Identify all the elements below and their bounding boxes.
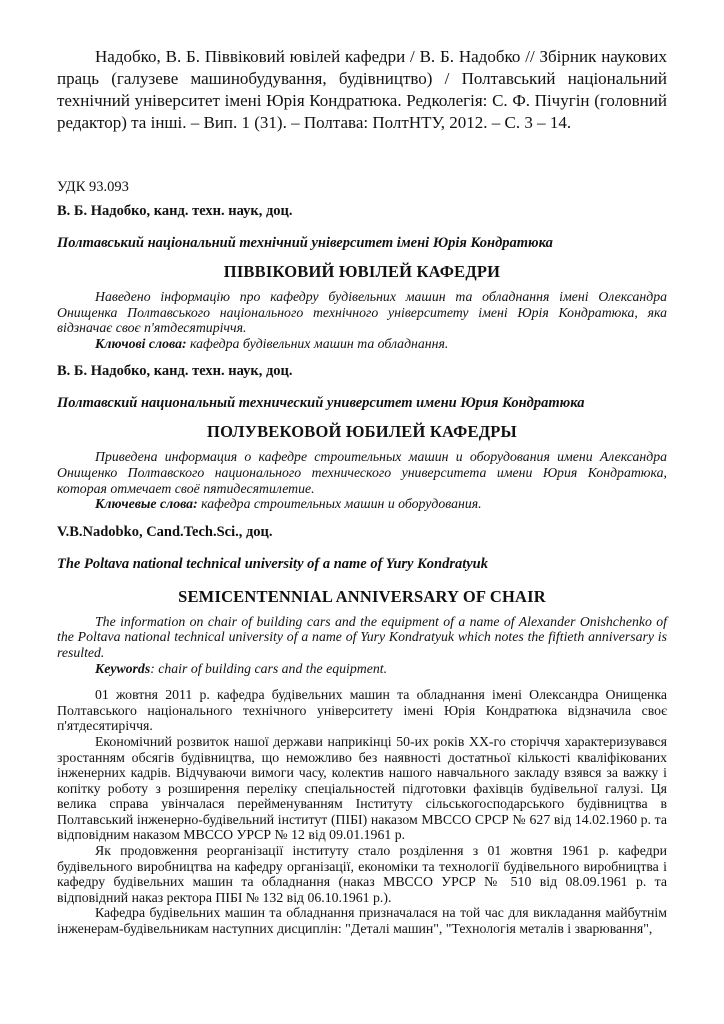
keywords-label-en: Keywords <box>95 660 151 676</box>
body-paragraph: Кафедра будівельних машин та обладнання призначалася на той час для викладання майбутнім інженерам-будівельникам наступних дисциплін: "Деталі машин", "Технологія металів і зварювання", <box>57 905 667 937</box>
body-paragraph: Економічний розвиток нашої держави наприкінці 50-их років ХХ-го сторіччя характеризувався зростанням обсягів будівництва, що неможливо без наявності достатньої кількості кваліфікованих інженерних кадрів. Відчуваючи вимоги часу, колектив нашого навчального закладу взявся за важку і копітку роботу з розширення переліку спеціальностей підготовки фахівців будівельної галузі. Ця велика справа увінчалася перейменуванням Інституту сільськогосподарського будівництва в Полтавський інженерно-будівельний інститут (ПІБІ) наказом МВССО СРСР № 627 від 14.02.1960 р. та відповідним наказом МВССО УРСР № 12 від 09.01.1961 р. <box>57 733 667 843</box>
author-line-ru: В. Б. Надобко, канд. техн. наук, доц. <box>57 363 293 380</box>
affiliation-ru: Полтавский национальный технический университет имени Юрия Кондратюка <box>57 395 585 412</box>
section-ukrainian <box>57 202 667 351</box>
abstract-en: The information on chair of building cars and the equipment of a name of Alexander Onishchenko of the Poltava national technical university of a name of Yury Kondratyuk which notes the fiftieth anniversary is resulted. <box>57 613 667 660</box>
author-line-en: V.B.Nadobko, Cand.Tech.Sci., доц. <box>57 523 273 540</box>
keywords-label-ua: Ключові слова: <box>95 335 187 351</box>
author-line-ua: В. Б. Надобко, канд. техн. наук, доц. <box>57 203 293 219</box>
keywords-ua <box>57 336 667 352</box>
section-english <box>57 523 667 676</box>
body-paragraph: 01 жовтня 2011 р. кафедра будівельних машин та обладнання імені Олександра Онищенка Полтавського національного технічного університету імені Юрія Кондратюка відзначила своє п'ятдесятиріччя. <box>57 687 667 734</box>
article-body <box>57 687 667 937</box>
affiliation-ua: Полтавський національний технічний університет імені Юрія Кондратюка <box>57 235 553 251</box>
udc-code: УДК 93.093 <box>57 179 129 195</box>
keywords-label-ru: Ключевые слова: <box>95 496 198 512</box>
keywords-en <box>57 661 667 677</box>
article-title-ru: ПОЛУВЕКОВОЙ ЮБИЛЕЙ КАФЕДРЫ <box>207 422 517 442</box>
abstract-ua: Наведено інформацію про кафедру будівельних машин та обладнання імені Олександра Онищенка Полтавського національного технічного університету імені Юрія Кондратюка, яка відзначає своє п'ятдесятиріччя. <box>57 289 667 336</box>
bibliographic-citation: Надобко, В. Б. Піввіковий ювілей кафедри / В. Б. Надобко // Збірник наукових праць (галузеве машинобудування, будівництво) / Полтавський національний технічний університет імені Юрія Кондратюка. Редколегія: С. Ф. Пічугін (головний редактор) та інші. – Вип. 1 (31). – Полтава: ПолтНТУ, 2012. – С. 3 – 14. <box>57 47 667 132</box>
article-title-en: SEMICENTENNIAL ANNIVERSARY OF CHAIR <box>178 586 546 606</box>
article-title-ua: ПІВВІКОВИЙ ЮВІЛЕЙ КАФЕДРИ <box>223 262 501 281</box>
affiliation-en: The Poltava national technical university of a name of Yury Kondratyuk <box>57 555 488 572</box>
abstract-ru: Приведена информация о кафедре строительных машин и оборудования имени Александра Онищенко Полтавского национального технического университета имени Юрия Кондратюка, которая отмечает своё пятидесятилетие. <box>57 449 667 496</box>
keywords-ru <box>57 496 667 512</box>
keywords-text-en: : chair of building cars and the equipment. <box>150 660 388 676</box>
section-russian <box>57 362 667 511</box>
keywords-text-ua: кафедра будівельних машин та обладнання. <box>186 335 449 351</box>
body-paragraph: Як продовження реорганізації інституту стало розділення з 01 жовтня 1961 р. кафедри будівельного виробництва на кафедру організації, економіки та технології будівельного виробництва і кафедру будівельних машин та обладнання (наказ МВССО УРСР № 510 від 08.09.1961 р. та відповідний наказ ректора ПІБІ № 132 від 06.10.1961 р.). <box>57 843 667 905</box>
keywords-text-ru: кафедра строительных машин и оборудования. <box>197 496 482 512</box>
